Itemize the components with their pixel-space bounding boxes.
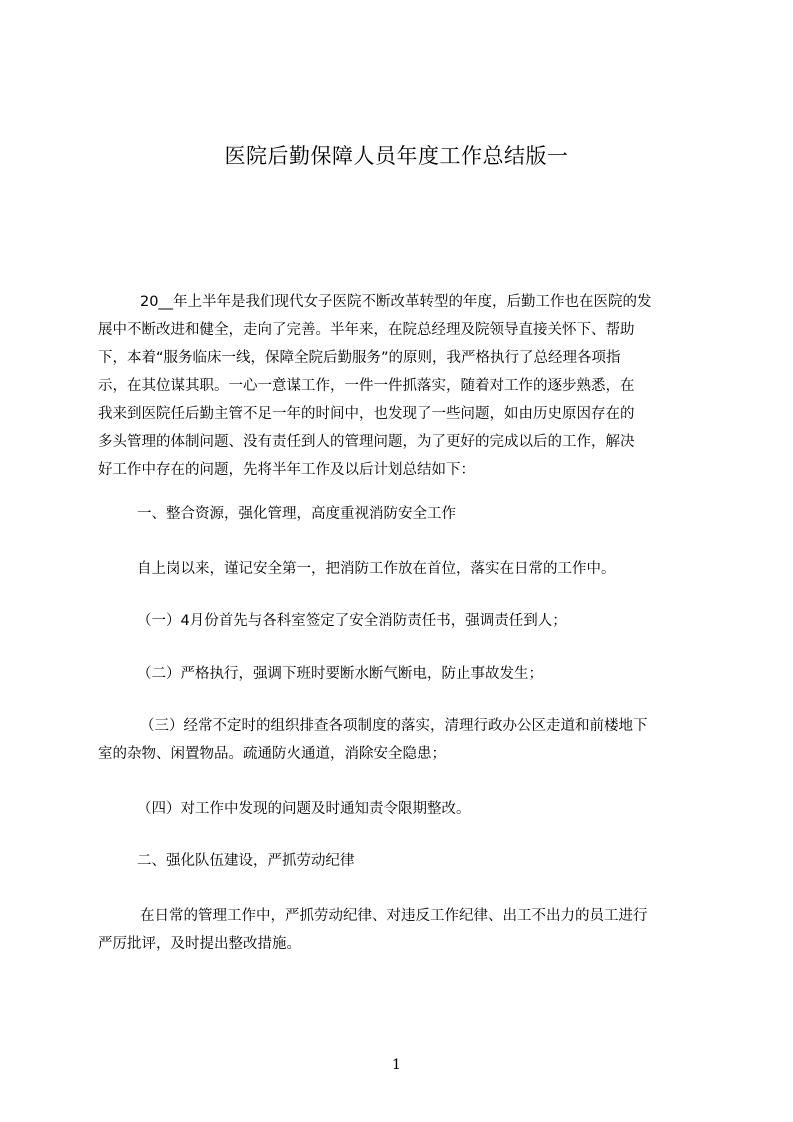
intro-line: 20__年上半年是我们现代女子医院不断改革转型的年度，后勤工作也在医院的发 bbox=[140, 294, 652, 310]
intro-line: 多头管理的体制问题、没有责任到人的管理问题，为了更好的完成以后的工作，解决 bbox=[98, 434, 635, 450]
intro-line: 下，本着“服务临床一线，保障全院后勤服务”的原则，我严格执行了总经理各项指 bbox=[98, 350, 621, 366]
discipline-line: 严厉批评，及时提出整改措施。 bbox=[98, 936, 301, 952]
discipline-paragraph bbox=[98, 902, 700, 958]
safety-item-1: （一）4月份首先与各科室签定了安全消防责任书，强调责任到人； bbox=[137, 613, 567, 629]
safety-item-3-line: （三）经常不定时的组织排查各项制度的落实，清理行政办公区走道和前楼地下 bbox=[140, 718, 648, 734]
section-heading-2: 二、强化队伍建设，严抓劳动纪律 bbox=[137, 853, 355, 869]
safety-item-3 bbox=[98, 712, 700, 768]
intro-line: 展中不断改进和健全，走向了完善。半年来，在院总经理及院领导直接关怀下、帮助 bbox=[98, 322, 635, 338]
intro-paragraph bbox=[98, 288, 700, 484]
intro-line: 好工作中存在的问题，先将半年工作及以后计划总结如下： bbox=[98, 462, 475, 478]
discipline-line: 在日常的管理工作中，严抓劳动纪律、对违反工作纪律、出工不出力的员工进行 bbox=[140, 908, 648, 924]
safety-paragraph: 自上岗以来，谨记安全第一，把消防工作放在首位，落实在日常的工作中。 bbox=[137, 561, 616, 577]
intro-line: 我来到医院任后勤主管不足一年的时间中，也发现了一些问题，如由历史原因存在的 bbox=[98, 406, 635, 422]
page-number: 1 bbox=[392, 1057, 401, 1073]
intro-line: 示，在其位谋其职。一心一意谋工作，一件一件抓落实，随着对工作的逐步熟悉，在 bbox=[98, 378, 635, 394]
document-title: 医院后勤保障人员年度工作总结版一 bbox=[224, 144, 569, 168]
safety-item-2: （二）严格执行，强调下班时要断水断气断电，防止事故发生； bbox=[137, 666, 543, 682]
safety-item-4: （四）对工作中发现的问题及时通知责令限期整改。 bbox=[137, 801, 471, 817]
section-heading-1: 一、整合资源，强化管理，高度重视消防安全工作 bbox=[137, 506, 456, 522]
safety-item-3-line: 室的杂物、闲置物品。疏通防火通道，消除安全隐患； bbox=[98, 746, 446, 762]
